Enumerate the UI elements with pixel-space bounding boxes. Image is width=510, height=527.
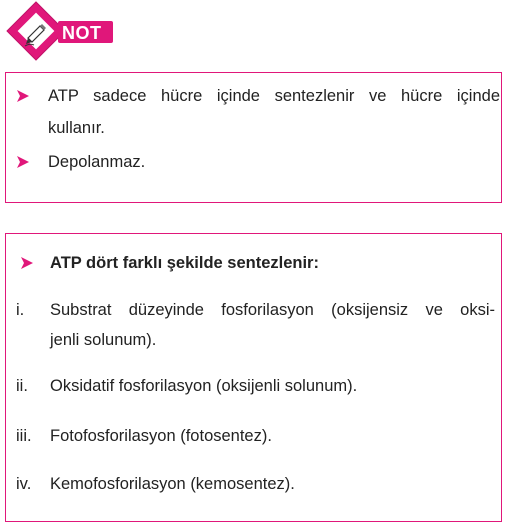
list-item-1-line-1: Substrat düzeyinde fosforilasyon (oksijensiz ve oksi- bbox=[50, 301, 495, 319]
list-item-4: Kemofosforilasyon (kemosentez). bbox=[50, 475, 295, 493]
note-item-2: Depolanmaz. bbox=[48, 153, 146, 171]
arrowhead-bullet-icon bbox=[20, 256, 34, 270]
list-item-2: Oksidatif fosforilasyon (oksijenli solunum). bbox=[50, 377, 358, 395]
not-badge bbox=[6, 4, 116, 60]
note-box bbox=[5, 72, 502, 203]
list-marker: i. bbox=[16, 301, 25, 319]
note-item-1-line-1: ATP sadece hücre içinde sentezlenir ve hücre içinde bbox=[48, 87, 500, 105]
list-item-1-line-2: jenli solunum). bbox=[50, 331, 157, 349]
info-box bbox=[5, 233, 502, 522]
note-item-1-line-2: kullanır. bbox=[48, 119, 105, 137]
arrowhead-bullet-icon bbox=[16, 89, 30, 103]
badge-label: NOT bbox=[62, 23, 102, 43]
list-marker: iv. bbox=[16, 475, 32, 493]
pencil-writing-icon bbox=[20, 16, 52, 48]
list-marker: ii. bbox=[16, 377, 28, 395]
list-marker: iii. bbox=[16, 427, 32, 445]
arrowhead-bullet-icon bbox=[16, 155, 30, 169]
info-heading: ATP dört farklı şekilde sentezlenir: bbox=[50, 254, 319, 272]
list-item-3: Fotofosforilasyon (fotosentez). bbox=[50, 427, 272, 445]
